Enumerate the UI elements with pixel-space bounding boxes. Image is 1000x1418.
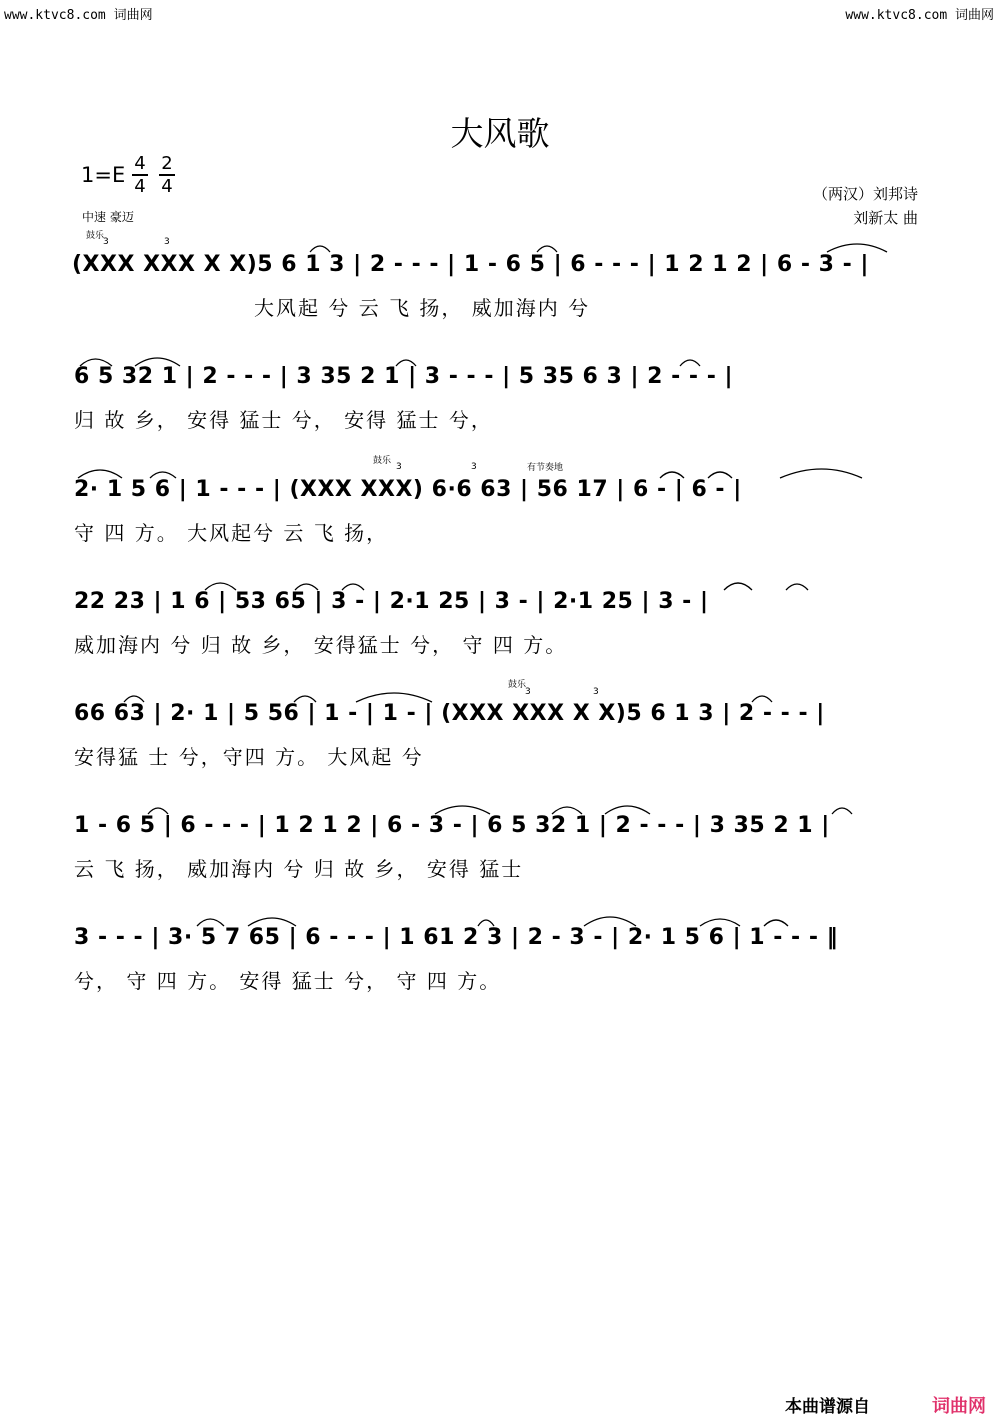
score-line-6-notes: 1 - 6 5 | 6 - - - | 1 2 1 2 | 6 - 3 - | 6 5 32 1 | 2 - - - | 3 35 2 1 |	[74, 813, 830, 838]
time-sig-2-num: 2	[161, 153, 173, 174]
time-sig-1-num: 4	[134, 153, 146, 174]
footer-brand-logo[interactable]: 词曲网	[932, 1396, 986, 1417]
triplet-mark: 3	[525, 687, 531, 697]
score-line-6-lyrics: 云 飞 扬， 威加海内 兮 归 故 乡， 安得 猛士	[74, 857, 524, 881]
triplet-mark: 3	[471, 462, 477, 472]
score-line-3-lyrics: 守 四 方。 大风起兮 云 飞 扬，	[74, 521, 389, 545]
score-line-3-notes: 2· 1 5 6 | 1 - - - | (XXX XXX) 6·6 63 | 56 17 | 6 - | 6 - |	[74, 477, 742, 502]
key-signature: 1=E	[81, 163, 126, 187]
time-sig-1-den: 4	[134, 176, 146, 197]
slur-arc	[832, 808, 852, 814]
footer-source-label: 本曲谱源自	[785, 1397, 870, 1417]
score-line-5-lyrics: 安得猛 士 兮，守四 方。 大风起 兮	[74, 745, 424, 769]
watermark-left: www.ktvc8.com 词曲网	[4, 8, 153, 23]
triplet-mark: 3	[396, 462, 402, 472]
composer-credit: 刘新太 曲	[853, 209, 918, 227]
score-line-4-notes: 22 23 | 1 6 | 53 65 | 3 - | 2·1 25 | 3 - | 2·1 25 | 3 - |	[74, 589, 709, 614]
score-line-1-lyrics: 大风起 兮 云 飞 扬， 威加海内 兮	[254, 296, 591, 320]
score-line-1-notes: (XXX XXX X X)5 6 1 3 | 2 - - - | 1 - 6 5 | 6 - - - | 1 2 1 2 | 6 - 3 - |	[72, 252, 869, 277]
score-line-2-notes: 6 5 32 1 | 2 - - - | 3 35 2 1 | 3 - - - | 5 35 6 3 | 2 - - - |	[74, 364, 734, 389]
score-line-5-notes: 66 63 | 2· 1 | 5 56 | 1 - | 1 - | (XXX XXX X X)5 6 1 3 | 2 - - - |	[74, 701, 825, 726]
triplet-mark: 3	[164, 237, 170, 247]
watermark-right: www.ktvc8.com 词曲网	[845, 8, 994, 23]
drum-annotation-2: 鼓乐	[373, 456, 392, 466]
rhythmic-annotation: 有节奏地	[527, 463, 564, 473]
tempo-marking: 中速 豪迈	[82, 210, 134, 224]
drum-annotation-3: 鼓乐	[508, 680, 527, 690]
time-sig-2-den: 4	[161, 176, 173, 197]
slur-arc	[786, 584, 808, 590]
drum-annotation-1: 鼓乐	[86, 231, 105, 241]
score-line-7-notes: 3 - - - | 3· 5 7 65 | 6 - - - | 1 61 2 3 | 2 - 3 - | 2· 1 5 6 | 1 - - - ‖	[74, 925, 839, 950]
score-line-4-lyrics: 威加海内 兮 归 故 乡， 安得猛士 兮， 守 四 方。	[74, 633, 568, 657]
slur-arc	[780, 469, 862, 478]
triplet-mark: 3	[103, 237, 109, 247]
triplet-mark: 3	[593, 687, 599, 697]
song-title: 大风歌	[450, 114, 550, 153]
score-line-2-lyrics: 归 故 乡， 安得 猛士 兮， 安得 猛士 兮，	[74, 408, 493, 432]
slur-arc	[827, 244, 887, 252]
lyricist-credit: （两汉）刘邦诗	[812, 185, 918, 203]
score-line-7-lyrics: 兮， 守 四 方。 安得 猛士 兮， 守 四 方。	[74, 969, 502, 993]
slur-arc	[724, 583, 752, 590]
